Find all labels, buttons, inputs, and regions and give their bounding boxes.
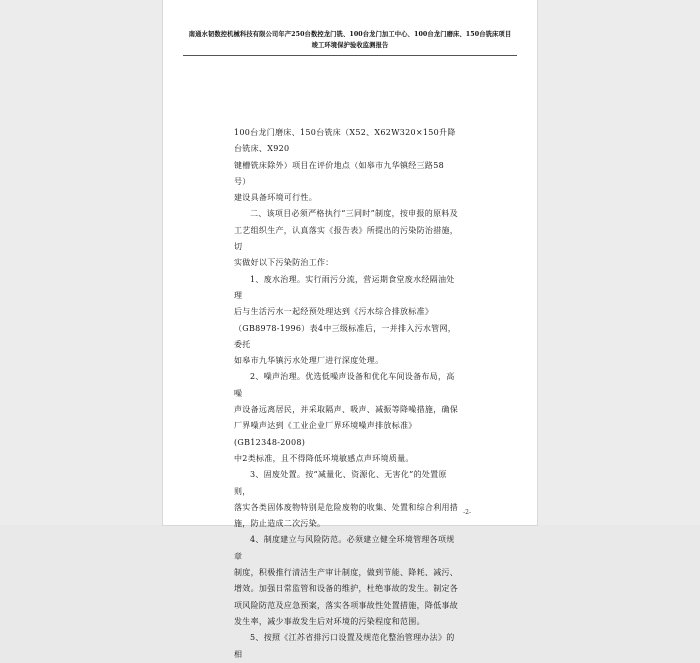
header-divider (183, 55, 517, 56)
paragraph-outlet: 5、按照《江苏省排污口设置及规范化整治管理办法》的相 (234, 633, 455, 659)
paragraph-continuation: 100台龙门磨床、150台铣床（X52、X62W320×150升降台铣床、X920 键槽铣床除外）项目在评价地点（如皋市九华镇经三路58号） 建设具备环境可行性。 (234, 128, 456, 203)
paragraph-solid-waste: 3、固废处置。按“减量化、资源化、无害化”的处置原则， 落实各类固体废物特别是危险废物的收集、处置和综合利用措 施，防止造成二次污染。 (234, 470, 459, 529)
report-header (185, 29, 515, 51)
paragraph-requirements: 二、该项目必须严格执行“三同时”制度，按申报的原料及 工艺组织生产，认真落实《报告表》所提出的污染防治措施，切 实做好以下污染防治工作： (234, 209, 459, 268)
paragraph-wastewater: 1、废水治理。实行雨污分流，营运期食堂废水经隔油处理 后与生活污水一起经预处理达到《污水综合排放标准》 （GB8978-1996）表4中三级标准后，一并排入污水管网，委托 如皋市九华镇污水处理厂进行深度处理。 (234, 274, 457, 366)
header-title-line-2: 竣工环境保护验收监测报告 (311, 42, 389, 49)
document-body (234, 125, 460, 663)
paragraph-noise: 2、噪声治理。优选低噪声设备和优化车间设备布局，高噪 声设备远离居民，并采取隔声、吸声、减振等降噪措施，确保 厂界噪声达到《工业企业厂界环境噪声排放标准》(GB12348-2008) 中2类标准，且不得降低环境敏感点声环境质量。 (234, 372, 459, 463)
document-page (163, 0, 537, 659)
header-title-line-1: 南通水韧数控机械科技有限公司年产250台数控龙门铣、100台龙门加工中心、100台龙门磨床、150台铣床项目 (188, 31, 512, 38)
paragraph-risk-management: 4、制度建立与风险防范。必须建立健全环境管理各项规章 制度，积极推行清洁生产审计制度，做到节能、降耗、减污、 增效。加强日常监管和设备的维护，杜绝事故的发生。制定各 项风险防范及应急预案，落实各项事故性处置措施，降低事故 发生率，减少事故发生后对环境的污染程度和范围。 (234, 535, 459, 626)
page-number: -2- (463, 509, 471, 516)
